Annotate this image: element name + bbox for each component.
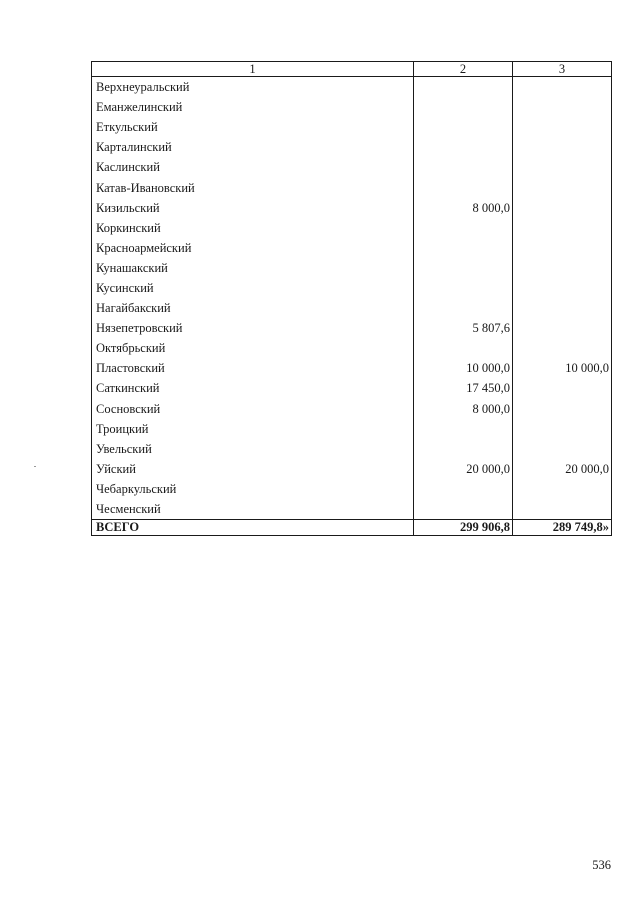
- table-row: [92, 419, 612, 439]
- amount-col2-cell: [414, 499, 513, 520]
- amount-col2-cell: [414, 298, 513, 318]
- amount-col2-cell: [414, 137, 513, 157]
- district-name-cell: Коркинский: [92, 218, 414, 238]
- district-name-cell: Катав-Ивановский: [92, 177, 414, 197]
- district-name-cell: Верхнеуральский: [92, 77, 414, 98]
- amount-col2-cell: 5 807,6: [414, 318, 513, 338]
- amount-col3-cell: [513, 157, 612, 177]
- total-label-cell: ВСЕГО: [92, 520, 414, 536]
- amount-col2-cell: [414, 338, 513, 358]
- page-number: 536: [592, 858, 611, 872]
- column-header-3: 3: [513, 62, 612, 77]
- table-row: [92, 439, 612, 459]
- district-name-cell: Кусинский: [92, 278, 414, 298]
- district-name-cell: Чесменский: [92, 499, 414, 520]
- amount-col3-cell: [513, 439, 612, 459]
- total-col3-cell: 289 749,8»: [513, 520, 612, 536]
- amount-col3-cell: [513, 97, 612, 117]
- table-body: [92, 77, 612, 536]
- district-name-cell: Кизильский: [92, 198, 414, 218]
- district-name-cell: Карталинский: [92, 137, 414, 157]
- table-row: [92, 137, 612, 157]
- amount-col3-cell: [513, 177, 612, 197]
- district-name-cell: Нязепетровский: [92, 318, 414, 338]
- table-row: [92, 378, 612, 398]
- table-row: [92, 318, 612, 338]
- table-row: [92, 399, 612, 419]
- column-header-1: 1: [92, 62, 414, 77]
- amount-col2-cell: [414, 218, 513, 238]
- amount-col3-cell: [513, 77, 612, 98]
- amount-col2-cell: [414, 97, 513, 117]
- amount-col3-cell: [513, 499, 612, 520]
- amount-col3-cell: [513, 137, 612, 157]
- district-name-cell: Увельский: [92, 439, 414, 459]
- district-name-cell: Еткульский: [92, 117, 414, 137]
- column-header-2: 2: [414, 62, 513, 77]
- amount-col2-cell: [414, 177, 513, 197]
- district-name-cell: Уйский: [92, 459, 414, 479]
- table-row: [92, 459, 612, 479]
- table-row: [92, 479, 612, 499]
- table-row: [92, 278, 612, 298]
- amount-col2-cell: [414, 77, 513, 98]
- district-name-cell: Саткинский: [92, 378, 414, 398]
- total-row: [92, 520, 612, 536]
- amount-col2-cell: 10 000,0: [414, 358, 513, 378]
- amount-col2-cell: [414, 238, 513, 258]
- total-col2-cell: 299 906,8: [414, 520, 513, 536]
- district-name-cell: Кунашакский: [92, 258, 414, 278]
- district-name-cell: Октябрьский: [92, 338, 414, 358]
- amount-col2-cell: 17 450,0: [414, 378, 513, 398]
- district-name-cell: Еманжелинский: [92, 97, 414, 117]
- table-row: [92, 358, 612, 378]
- amount-col3-cell: [513, 479, 612, 499]
- amount-col2-cell: [414, 278, 513, 298]
- amount-col3-cell: [513, 298, 612, 318]
- amount-col2-cell: [414, 419, 513, 439]
- amount-col3-cell: [513, 399, 612, 419]
- table-row: [92, 298, 612, 318]
- table-row: [92, 97, 612, 117]
- table-row: [92, 238, 612, 258]
- table-row: [92, 157, 612, 177]
- amount-col3-cell: [513, 198, 612, 218]
- amount-col3-cell: [513, 258, 612, 278]
- table-row: [92, 499, 612, 520]
- amount-col3-cell: [513, 238, 612, 258]
- district-name-cell: Нагайбакский: [92, 298, 414, 318]
- table-row: [92, 218, 612, 238]
- amount-col2-cell: [414, 117, 513, 137]
- district-name-cell: Каслинский: [92, 157, 414, 177]
- district-name-cell: Красноармейский: [92, 238, 414, 258]
- district-name-cell: Троицкий: [92, 419, 414, 439]
- amount-col3-cell: [513, 318, 612, 338]
- table-row: [92, 177, 612, 197]
- amount-col2-cell: [414, 479, 513, 499]
- amount-col3-cell: [513, 278, 612, 298]
- header-row: [92, 62, 612, 77]
- district-name-cell: Сосновский: [92, 399, 414, 419]
- amount-col3-cell: [513, 338, 612, 358]
- amount-col2-cell: 20 000,0: [414, 459, 513, 479]
- amount-col3-cell: [513, 218, 612, 238]
- table-row: [92, 198, 612, 218]
- amount-col3-cell: [513, 117, 612, 137]
- amount-col2-cell: 8 000,0: [414, 399, 513, 419]
- table-row: [92, 117, 612, 137]
- amount-col3-cell: 10 000,0: [513, 358, 612, 378]
- table-row: [92, 77, 612, 98]
- amount-col3-cell: [513, 419, 612, 439]
- amount-col3-cell: [513, 378, 612, 398]
- scan-artifact-mark: [34, 466, 36, 467]
- amount-col2-cell: 8 000,0: [414, 198, 513, 218]
- district-name-cell: Чебаркульский: [92, 479, 414, 499]
- amount-col2-cell: [414, 439, 513, 459]
- district-name-cell: Пластовский: [92, 358, 414, 378]
- amount-col2-cell: [414, 157, 513, 177]
- budget-table: [91, 61, 612, 536]
- table-row: [92, 258, 612, 278]
- amount-col3-cell: 20 000,0: [513, 459, 612, 479]
- amount-col2-cell: [414, 258, 513, 278]
- table-row: [92, 338, 612, 358]
